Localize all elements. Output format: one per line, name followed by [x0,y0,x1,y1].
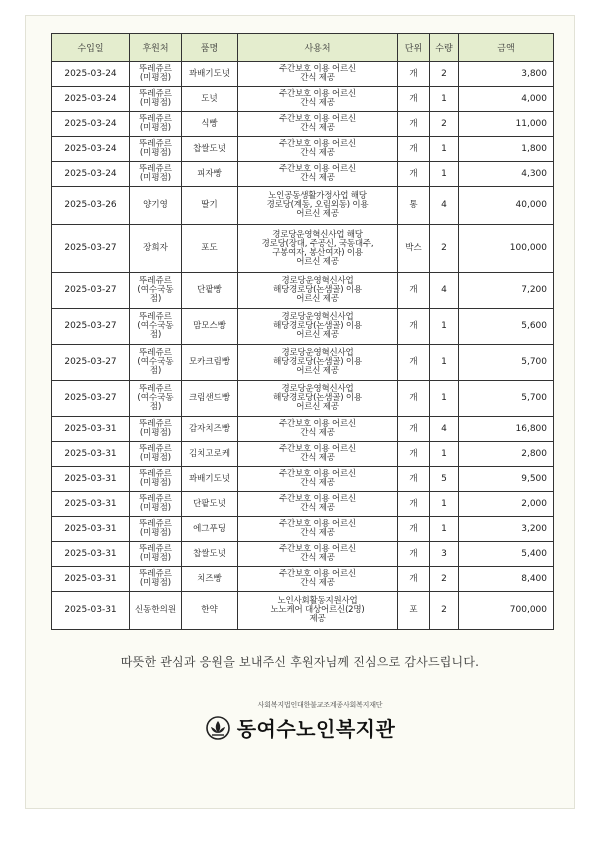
table-row [52,309,554,345]
cell-qty: 1 [430,517,459,542]
cell-use: 주간보호 이용 어르신 간식 제공 [238,417,398,442]
cell-item: 딸기 [182,187,238,225]
cell-donor: 뚜레쥬르 (미평점) [130,542,182,567]
cell-amount: 9,500 [459,467,554,492]
cell-unit: 포 [398,592,430,630]
cell-unit: 개 [398,273,430,309]
header-unit: 단위 [398,34,430,62]
cell-use: 주간보호 이용 어르신 간식 제공 [238,467,398,492]
cell-donor: 장희자 [130,225,182,273]
cell-use: 주간보호 이용 어르신 간식 제공 [238,542,398,567]
cell-qty: 4 [430,417,459,442]
table-row [52,381,554,417]
cell-date: 2025-03-31 [52,417,130,442]
cell-use: 경로당운영혁신사업 해당경로당(논샘골) 이용 어르신 제공 [238,273,398,309]
cell-donor: 뚜레쥬르 (미평점) [130,467,182,492]
cell-unit: 개 [398,62,430,87]
cell-qty: 5 [430,467,459,492]
table-row [52,417,554,442]
organization-logo [0,700,600,744]
cell-use: 경로당운영혁신사업 해당 경로당(장대, 주공신, 국동대주, 구봉여자, 봉산여자) 이용 어르신 제공 [238,225,398,273]
cell-donor: 뚜레쥬르 (미평점) [130,492,182,517]
cell-item: 찹쌀도넛 [182,542,238,567]
cell-use: 주간보호 이용 어르신 간식 제공 [238,567,398,592]
donation-table [51,33,554,630]
cell-qty: 4 [430,273,459,309]
cell-use: 주간보호 이용 어르신 간식 제공 [238,442,398,467]
cell-date: 2025-03-27 [52,225,130,273]
cell-qty: 1 [430,442,459,467]
cell-item: 맘모스빵 [182,309,238,345]
cell-unit: 개 [398,542,430,567]
header-amount: 금액 [459,34,554,62]
cell-amount: 700,000 [459,592,554,630]
table-row [52,517,554,542]
cell-qty: 3 [430,542,459,567]
cell-donor: 뚜레쥬르 (미평점) [130,162,182,187]
cell-date: 2025-03-31 [52,492,130,517]
cell-item: 치즈빵 [182,567,238,592]
cell-amount: 16,800 [459,417,554,442]
table-header-row [52,34,554,62]
table-row [52,162,554,187]
cell-unit: 개 [398,162,430,187]
table-row [52,492,554,517]
cell-amount: 3,800 [459,62,554,87]
cell-unit: 개 [398,442,430,467]
table-row [52,137,554,162]
cell-item: 포도 [182,225,238,273]
cell-use: 주간보호 이용 어르신 간식 제공 [238,112,398,137]
table-row [52,225,554,273]
cell-item: 피자빵 [182,162,238,187]
cell-donor: 뚜레쥬르 (여수국동 점) [130,309,182,345]
cell-unit: 개 [398,417,430,442]
cell-unit: 개 [398,87,430,112]
cell-donor: 뚜레쥬르 (미평점) [130,442,182,467]
cell-qty: 1 [430,162,459,187]
table-row [52,345,554,381]
cell-donor: 뚜레쥬르 (미평점) [130,112,182,137]
lotus-icon [205,716,231,740]
cell-item: 김치고로케 [182,442,238,467]
cell-qty: 2 [430,225,459,273]
cell-unit: 개 [398,137,430,162]
cell-date: 2025-03-24 [52,62,130,87]
cell-use: 주간보호 이용 어르신 간식 제공 [238,162,398,187]
cell-date: 2025-03-24 [52,162,130,187]
cell-use: 주간보호 이용 어르신 간식 제공 [238,492,398,517]
cell-qty: 2 [430,62,459,87]
cell-donor: 뚜레쥬르 (여수국동 점) [130,381,182,417]
cell-item: 찹쌀도넛 [182,137,238,162]
table-row [52,442,554,467]
cell-donor: 뚜레쥬르 (미평점) [130,62,182,87]
cell-unit: 개 [398,517,430,542]
cell-date: 2025-03-31 [52,517,130,542]
cell-amount: 1,800 [459,137,554,162]
logo-subtitle: 사회복지법인대한불교조계종사회복지재단 [257,701,383,709]
cell-date: 2025-03-27 [52,273,130,309]
cell-use: 노인공동생활가정사업 해당 경로당(계동, 오림외동) 이용 어르신 제공 [238,187,398,225]
cell-qty: 1 [430,137,459,162]
cell-amount: 8,400 [459,567,554,592]
header-use: 사용처 [238,34,398,62]
cell-item: 꽈배기도넛 [182,62,238,87]
table-row [52,542,554,567]
cell-unit: 개 [398,567,430,592]
cell-donor: 뚜레쥬르 (미평점) [130,417,182,442]
cell-donor: 신동한의원 [130,592,182,630]
cell-use: 경로당운영혁신사업 해당경로당(논샘골) 이용 어르신 제공 [238,345,398,381]
cell-unit: 개 [398,345,430,381]
cell-date: 2025-03-24 [52,112,130,137]
cell-qty: 1 [430,87,459,112]
cell-item: 꽈배기도넛 [182,467,238,492]
cell-donor: 뚜레쥬르 (미평점) [130,87,182,112]
cell-use: 주간보호 이용 어르신 간식 제공 [238,517,398,542]
cell-qty: 4 [430,187,459,225]
cell-item: 단팥도넛 [182,492,238,517]
cell-unit: 개 [398,492,430,517]
cell-qty: 2 [430,567,459,592]
table-row [52,187,554,225]
cell-use: 주간보호 이용 어르신 간식 제공 [238,137,398,162]
cell-qty: 1 [430,492,459,517]
cell-qty: 2 [430,112,459,137]
cell-amount: 4,000 [459,87,554,112]
cell-unit: 통 [398,187,430,225]
cell-date: 2025-03-31 [52,592,130,630]
cell-qty: 1 [430,381,459,417]
cell-donor: 뚜레쥬르 (미평점) [130,517,182,542]
cell-amount: 3,200 [459,517,554,542]
cell-unit: 박스 [398,225,430,273]
table-row [52,87,554,112]
cell-item: 감자치즈빵 [182,417,238,442]
table-row [52,567,554,592]
cell-unit: 개 [398,467,430,492]
cell-date: 2025-03-27 [52,309,130,345]
cell-item: 식빵 [182,112,238,137]
cell-use: 노인사회활동지원사업 노노케어 대상어르신(2명) 제공 [238,592,398,630]
cell-unit: 개 [398,112,430,137]
cell-amount: 4,300 [459,162,554,187]
cell-use: 주간보호 이용 어르신 간식 제공 [238,62,398,87]
cell-item: 한약 [182,592,238,630]
cell-date: 2025-03-31 [52,542,130,567]
cell-donor: 뚜레쥬르 (미평점) [130,567,182,592]
cell-date: 2025-03-31 [52,442,130,467]
cell-use: 경로당운영혁신사업 해당경로당(논샘골) 이용 어르신 제공 [238,381,398,417]
cell-item: 단팥빵 [182,273,238,309]
cell-amount: 7,200 [459,273,554,309]
table-row [52,467,554,492]
cell-donor: 뚜레쥬르 (미평점) [130,137,182,162]
cell-donor: 양기영 [130,187,182,225]
cell-amount: 5,400 [459,542,554,567]
cell-unit: 개 [398,309,430,345]
cell-date: 2025-03-26 [52,187,130,225]
cell-use: 경로당운영혁신사업 해당경로당(논샘골) 이용 어르신 제공 [238,309,398,345]
cell-amount: 2,000 [459,492,554,517]
cell-date: 2025-03-31 [52,467,130,492]
cell-amount: 2,800 [459,442,554,467]
cell-amount: 5,600 [459,309,554,345]
cell-date: 2025-03-31 [52,567,130,592]
cell-unit: 개 [398,381,430,417]
header-date: 수입일 [52,34,130,62]
cell-date: 2025-03-27 [52,381,130,417]
cell-date: 2025-03-24 [52,137,130,162]
cell-donor: 뚜레쥬르 (여수국동 점) [130,273,182,309]
cell-amount: 11,000 [459,112,554,137]
table-row [52,592,554,630]
cell-qty: 1 [430,309,459,345]
cell-item: 도넛 [182,87,238,112]
cell-date: 2025-03-24 [52,87,130,112]
table-row [52,273,554,309]
thanks-message: 따뜻한 관심과 응원을 보내주신 후원자님께 진심으로 감사드립니다. [120,655,480,669]
cell-item: 크림샌드빵 [182,381,238,417]
cell-amount: 40,000 [459,187,554,225]
cell-amount: 100,000 [459,225,554,273]
cell-amount: 5,700 [459,345,554,381]
logo-name: 동여수노인복지관 [236,717,396,741]
header-qty: 수량 [430,34,459,62]
header-item: 품명 [182,34,238,62]
cell-item: 에그푸딩 [182,517,238,542]
cell-amount: 5,700 [459,381,554,417]
cell-qty: 2 [430,592,459,630]
table-row [52,62,554,87]
cell-item: 모카크림빵 [182,345,238,381]
cell-donor: 뚜레쥬르 (여수국동 점) [130,345,182,381]
table-row [52,112,554,137]
cell-qty: 1 [430,345,459,381]
cell-use: 주간보호 이용 어르신 간식 제공 [238,87,398,112]
cell-date: 2025-03-27 [52,345,130,381]
header-donor: 후원처 [130,34,182,62]
